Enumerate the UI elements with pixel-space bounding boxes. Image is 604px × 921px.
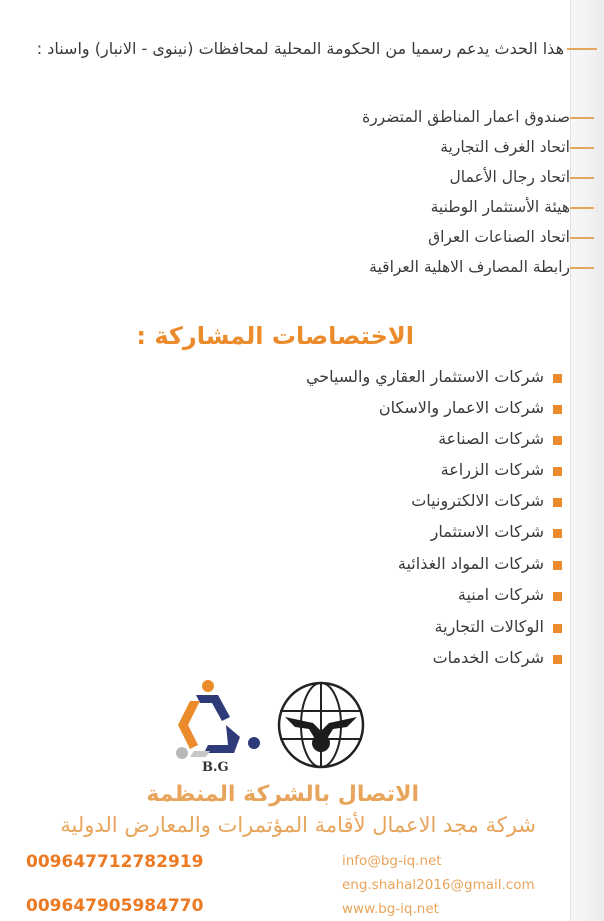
bullet-square-icon — [553, 592, 562, 601]
supporter-item: اتحاد الغرف التجارية — [440, 138, 570, 156]
sector-item: شركات الصناعة — [438, 429, 544, 448]
supporter-bullet-line — [570, 237, 594, 239]
sector-item: الوكالات التجارية — [434, 617, 544, 636]
page-edge — [570, 0, 604, 921]
website-link[interactable]: www.bg-iq.net — [342, 901, 439, 917]
bullet-square-icon — [553, 374, 562, 383]
supporter-item: رابطة المصارف الاهلية العراقية — [369, 258, 570, 276]
bullet-square-icon — [553, 529, 562, 538]
supporter-item: اتحاد رجال الأعمال — [449, 168, 570, 186]
supporter-item: اتحاد الصناعات العراق — [428, 228, 570, 246]
sector-item: شركات الاعمار والاسكان — [378, 398, 544, 417]
contact-title: الاتصال بالشركة المنظمة — [146, 782, 419, 807]
supporter-bullet-line — [570, 267, 594, 269]
supporter-bullet-line — [570, 207, 594, 209]
supporter-bullet-line — [570, 117, 594, 119]
sector-item: شركات امنية — [457, 585, 544, 604]
sector-item: شركات المواد الغذائية — [397, 554, 544, 573]
sector-item: شركات الاستثمار — [430, 522, 544, 541]
email-link[interactable]: eng.shahal2016@gmail.com — [342, 877, 535, 893]
email-link[interactable]: info@bg-iq.net — [342, 853, 442, 869]
supporter-item: هيئة الأستثمار الوطنية — [430, 198, 570, 216]
bullet-square-icon — [553, 655, 562, 664]
sector-item: شركات الخدمات — [432, 648, 544, 667]
bullet-square-icon — [553, 561, 562, 570]
organizer-company-name: شركة مجد الاعمال لأقامة المؤتمرات والمعارض الدولية — [60, 813, 536, 837]
sector-item: شركات الاستثمار العقاري والسياحي — [305, 367, 544, 386]
supporter-bullet-line — [570, 177, 594, 179]
bg-logo-label: B.G — [202, 760, 229, 775]
intro-text: هذا الحدث يدعم رسميا من الحكومة المحلية لمحافظات (نينوى - الانبار) واسناد : — [36, 39, 564, 58]
intro-bullet-line — [567, 48, 597, 50]
bullet-square-icon — [553, 405, 562, 414]
sectors-heading: الاختصاصات المشاركة : — [136, 322, 414, 350]
supporter-item: صندوق اعمار المناطق المتضررة — [362, 108, 570, 126]
phone-number[interactable]: 009647712782919 — [26, 852, 204, 872]
sector-item: شركات الالكترونيات — [411, 491, 544, 510]
phone-number[interactable]: 009647905984770 — [26, 896, 204, 916]
globe-eagle-emblem-icon — [277, 681, 365, 769]
bullet-square-icon — [553, 498, 562, 507]
bullet-square-icon — [553, 436, 562, 445]
supporter-bullet-line — [570, 147, 594, 149]
bullet-square-icon — [553, 467, 562, 476]
sector-item: شركات الزراعة — [440, 460, 544, 479]
bullet-square-icon — [553, 624, 562, 633]
